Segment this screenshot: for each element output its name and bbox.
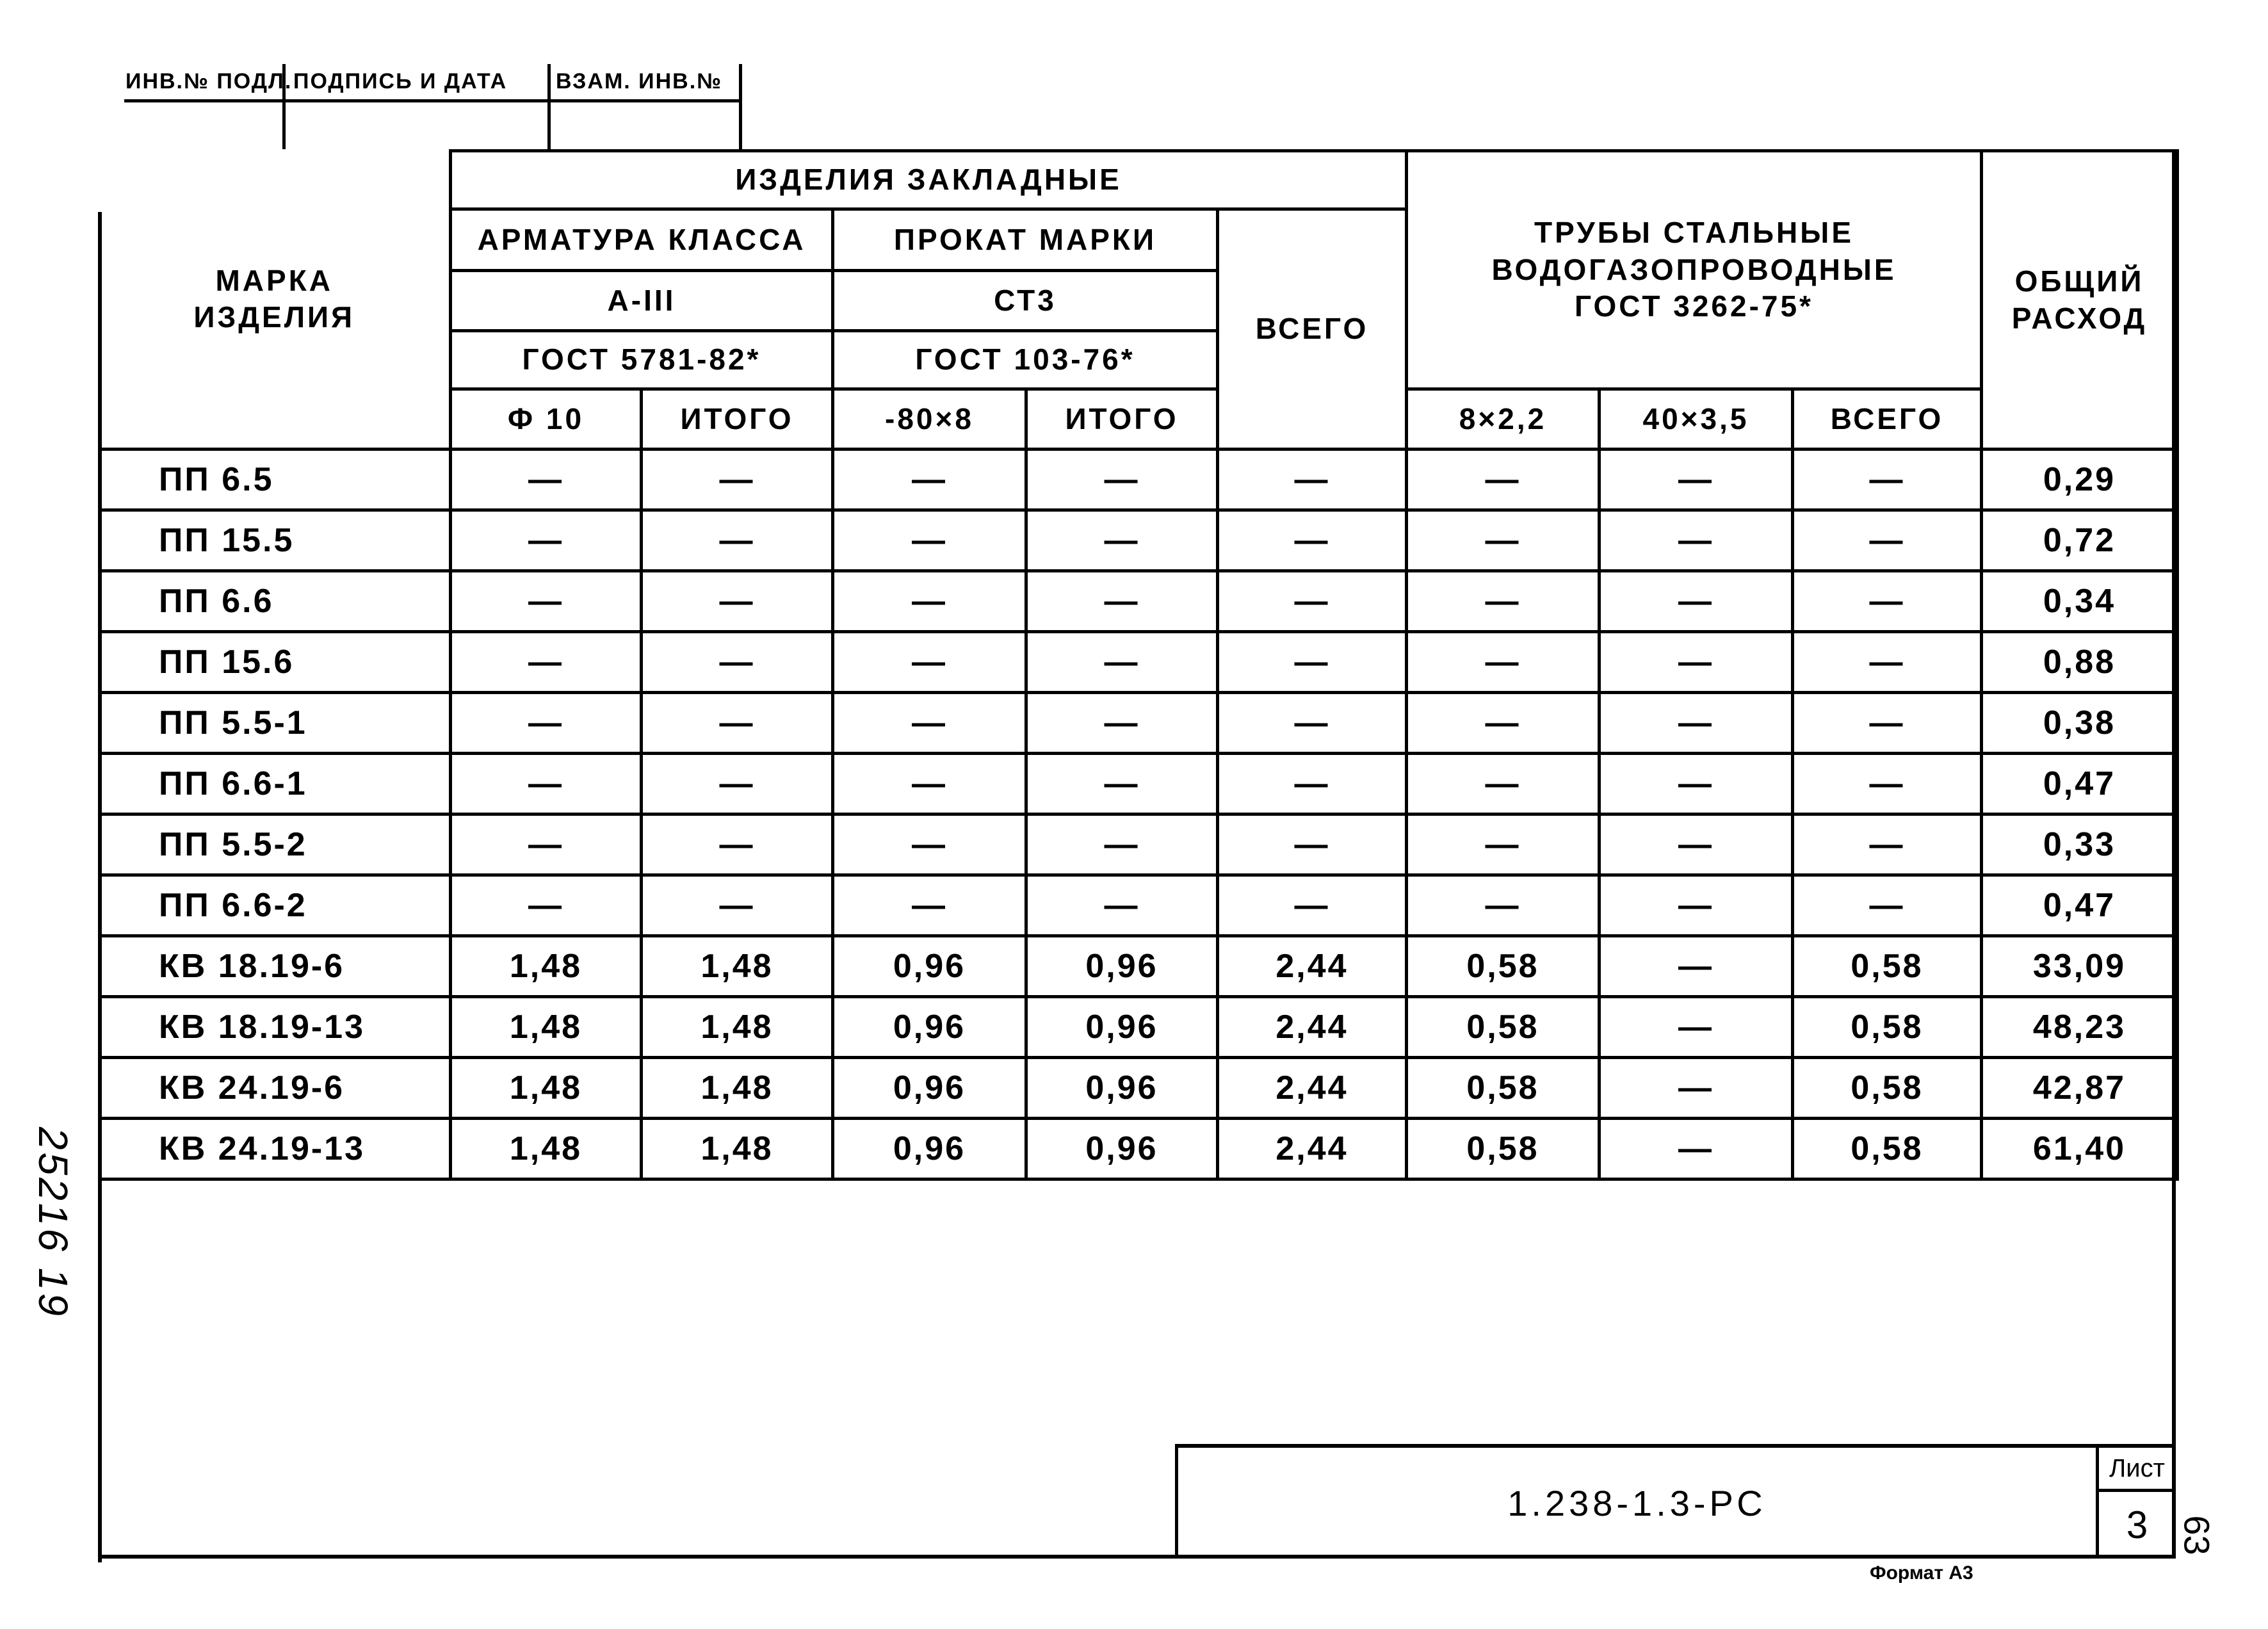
cell-marka: ПП 6.6-2 [100,875,451,936]
cell-value: — [1600,632,1793,693]
cell-value: 0,96 [1026,1119,1218,1179]
cell-value: — [833,875,1026,936]
cell-value: — [642,571,833,632]
format-label: Формат А3 [1870,1562,1973,1584]
cell-value: 1,48 [451,1119,642,1179]
cell-value: — [1600,754,1793,814]
cell-value: 2,44 [1218,1058,1407,1119]
cell-value: — [833,754,1026,814]
cell-marka: ПП 6.6 [100,571,451,632]
cell-value: 1,48 [642,936,833,997]
cell-value: 0,88 [1982,632,2178,693]
cell-value: 0,58 [1407,1119,1600,1179]
cell-value: 61,40 [1982,1119,2178,1179]
table-row [100,450,2178,510]
cell-value: 0,47 [1982,754,2178,814]
cell-value: — [1026,450,1218,510]
cell-value: — [1407,510,1600,571]
cell-value: — [1793,754,1982,814]
cell-value: — [833,632,1026,693]
cell-value: — [1218,754,1407,814]
header-armatura-klassa: АРМАТУРА КЛАССА [451,209,833,271]
cell-value: 0,72 [1982,510,2178,571]
cell-value: — [642,632,833,693]
cell-value: — [1600,814,1793,875]
cell-value: 42,87 [1982,1058,2178,1119]
cell-value: 1,48 [642,997,833,1058]
cell-value: — [1026,510,1218,571]
header-truby-vsego: ВСЕГО [1793,389,1982,450]
stamp-podpis-data: ПОДПИСЬ И ДАТА [293,69,508,93]
sheet-number: 3 [2096,1492,2175,1559]
cell-value: — [642,693,833,754]
cell-value: — [451,571,642,632]
cell-value: 48,23 [1982,997,2178,1058]
cell-value: 1,48 [642,1058,833,1119]
cell-value: — [1793,814,1982,875]
cell-value: — [451,814,642,875]
cell-value: 0,96 [1026,997,1218,1058]
cell-value: — [1600,936,1793,997]
cell-value: — [1026,875,1218,936]
cell-value: — [1793,510,1982,571]
table-row [100,875,2178,936]
header-armatura-gost: ГОСТ 5781-82* [451,331,833,389]
cell-marka: КВ 24.19-6 [100,1058,451,1119]
cell-marka: КВ 18.19-6 [100,936,451,997]
table-row [100,571,2178,632]
cell-value: — [1793,693,1982,754]
header-truby: ТРУБЫ СТАЛЬНЫЕ ВОДОГАЗОПРОВОДНЫЕ ГОСТ 3262-75* [1407,151,1982,389]
cell-value: — [833,510,1026,571]
cell-value: — [1600,875,1793,936]
cell-value: — [642,754,833,814]
cell-value: 0,29 [1982,450,2178,510]
cell-marka: ПП 6.6-1 [100,754,451,814]
cell-marka: КВ 18.19-13 [100,997,451,1058]
cell-value: 1,48 [451,936,642,997]
materials-spec-table [98,149,2179,1181]
header-prokat-marki: ПРОКАТ МАРКИ [833,209,1218,271]
cell-marka: ПП 15.5 [100,510,451,571]
cell-value: — [1218,510,1407,571]
header-truby-40x3-5: 40×3,5 [1600,389,1793,450]
cell-value: — [833,450,1026,510]
cell-value: 1,48 [642,1119,833,1179]
stamp-divider [547,64,551,149]
cell-value: — [451,510,642,571]
archive-number: 25216 19 [30,1127,76,1318]
table-row [100,510,2178,571]
cell-value: 0,47 [1982,875,2178,936]
cell-value: — [1793,571,1982,632]
cell-value: 0,96 [833,1119,1026,1179]
cell-value: 0,33 [1982,814,2178,875]
cell-marka: ПП 15.6 [100,632,451,693]
cell-value: — [1218,693,1407,754]
cell-value: 0,96 [833,1058,1026,1119]
cell-value: — [1793,875,1982,936]
cell-value: — [1793,450,1982,510]
sheet-label: Лист [2096,1448,2175,1492]
cell-marka: ПП 6.5 [100,450,451,510]
cell-value: 0,58 [1793,1119,1982,1179]
table-row [100,997,2178,1058]
cell-value: — [1218,814,1407,875]
cell-value: 33,09 [1982,936,2178,997]
cell-value: — [642,875,833,936]
document-code: 1.238-1.3-РС [1507,1483,1767,1523]
cell-value: — [642,510,833,571]
cell-value: 0,96 [833,997,1026,1058]
cell-value: — [642,814,833,875]
cell-value: — [1026,754,1218,814]
cell-value: — [1218,875,1407,936]
header-armatura-itogo: ИТОГО [642,389,833,450]
cell-value: — [1407,875,1600,936]
cell-value: 0,58 [1793,936,1982,997]
stamp-vzam-inv: ВЗАМ. ИНВ.№ [556,69,723,93]
cell-value: 0,96 [833,936,1026,997]
cell-marka: ПП 5.5-2 [100,814,451,875]
cell-value: — [1026,693,1218,754]
header-prokat-itogo: ИТОГО [1026,389,1218,450]
cell-value: 2,44 [1218,1119,1407,1179]
stamp-divider [124,99,739,102]
cell-value: 1,48 [451,1058,642,1119]
header-prokat-80x8: -80×8 [833,389,1026,450]
table-row [100,814,2178,875]
cell-value: — [1218,450,1407,510]
cell-value: — [1407,814,1600,875]
header-izdeliya-zakladnye: ИЗДЕЛИЯ ЗАКЛАДНЫЕ [451,151,1407,209]
header-marka: МАРКА ИЗДЕЛИЯ [100,151,451,450]
cell-value: — [642,450,833,510]
cell-value: — [833,693,1026,754]
table-row [100,936,2178,997]
cell-value: 0,58 [1407,936,1600,997]
cell-value: — [451,754,642,814]
cell-value: — [451,632,642,693]
cell-value: 0,96 [1026,936,1218,997]
cell-value: 2,44 [1218,997,1407,1058]
cell-value: — [1407,693,1600,754]
cell-value: 0,96 [1026,1058,1218,1119]
cell-value: — [1600,693,1793,754]
cell-value: 0,38 [1982,693,2178,754]
cell-value: — [1600,1058,1793,1119]
header-armatura-f10: Ф 10 [451,389,642,450]
cell-value: 0,58 [1407,1058,1600,1119]
cell-value: — [1026,814,1218,875]
cell-value: — [1407,571,1600,632]
cell-value: — [833,814,1026,875]
cell-value: — [833,571,1026,632]
cell-value: — [451,693,642,754]
cell-value: — [1793,632,1982,693]
cell-value: — [1218,632,1407,693]
cell-value: — [1218,571,1407,632]
cell-value: — [1407,450,1600,510]
table-row [100,632,2178,693]
title-block [1175,1444,2176,1559]
cell-value: 1,48 [451,997,642,1058]
header-vsego: ВСЕГО [1218,209,1407,450]
header-armatura-class-value: А-III [451,271,833,331]
table-row [100,693,2178,754]
cell-marka: ПП 5.5-1 [100,693,451,754]
stamp-inv-podl: ИНВ.№ ПОДЛ. [126,69,293,93]
cell-value: — [1600,510,1793,571]
cell-value: — [1026,632,1218,693]
cell-value: 0,58 [1793,997,1982,1058]
cell-value: — [1407,632,1600,693]
header-truby-8x2-2: 8×2,2 [1407,389,1600,450]
cell-value: 0,58 [1407,997,1600,1058]
cell-value: — [1600,1119,1793,1179]
header-prokat-gost: ГОСТ 103-76* [833,331,1218,389]
cell-marka: КВ 24.19-13 [100,1119,451,1179]
stamp-divider [739,64,742,149]
header-obshchiy-raskhod: ОБЩИЙ РАСХОД [1982,151,2178,450]
table-row [100,1058,2178,1119]
cell-value: 2,44 [1218,936,1407,997]
cell-value: — [1600,997,1793,1058]
table-row [100,754,2178,814]
page-number: 63 [2176,1515,2217,1555]
cell-value: 0,58 [1793,1058,1982,1119]
cell-value: 0,34 [1982,571,2178,632]
cell-value: — [1026,571,1218,632]
cell-value: — [451,875,642,936]
header-prokat-marka-value: СТ3 [833,271,1218,331]
cell-value: — [1600,571,1793,632]
cell-value: — [451,450,642,510]
cell-value: — [1600,450,1793,510]
table-row [100,1119,2178,1179]
cell-value: — [1407,754,1600,814]
